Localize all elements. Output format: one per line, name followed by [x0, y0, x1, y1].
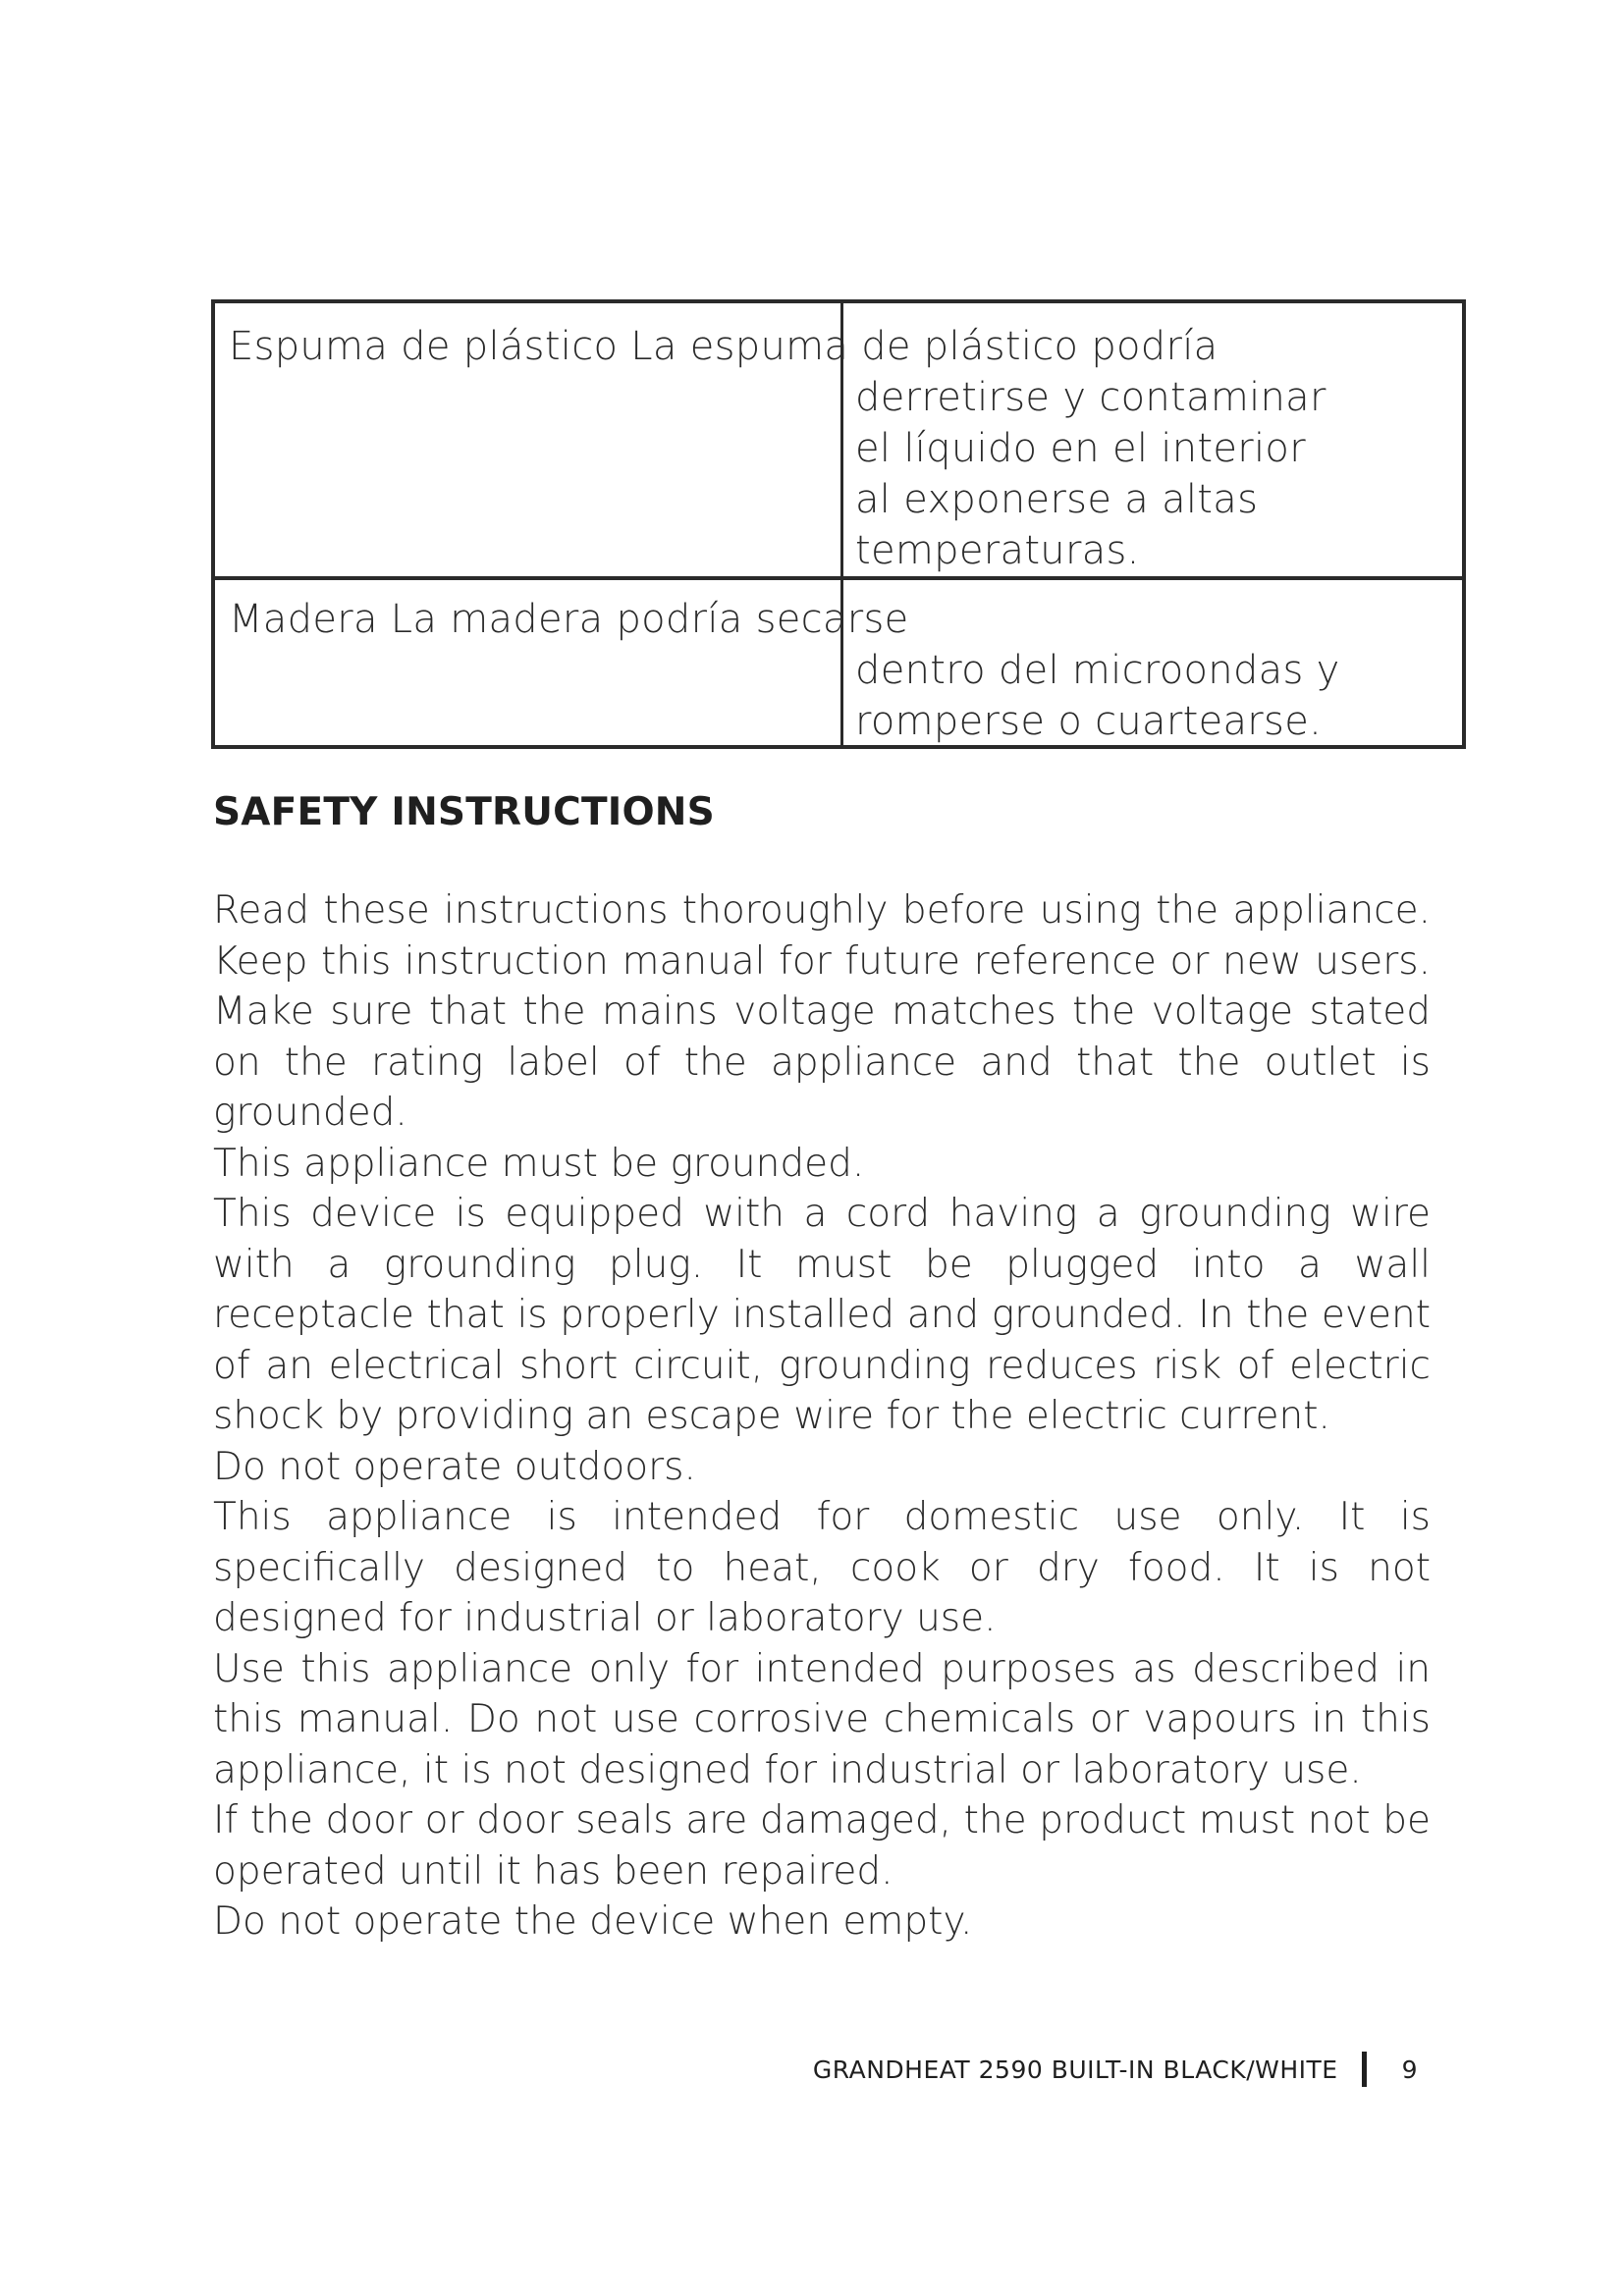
table-row	[215, 576, 1462, 751]
footer-separator	[1362, 2052, 1367, 2087]
paragraph: This device is equipped with a cord having a grounding wire with a grounding plug. It must be plugged into a wall receptacle that is properly installed and grounded. In the event of an electrical short circuit, grounding reduces risk of electric shock by providing an escape wire for the electric current.	[213, 1192, 1431, 1438]
paragraph: Read these instructions thoroughly before using the appliance. Keep this instruction manual for future reference or new users. Make sure that the mains voltage matches the voltage stated on the rating label of the appliance and that the outlet is grounded.	[213, 888, 1431, 1135]
paragraph: This appliance must be grounded.	[213, 1141, 865, 1186]
page-number: 9	[1401, 2055, 1418, 2084]
row-continuation-line: el líquido en el interior	[855, 426, 1306, 471]
row-text: Madera La madera podría secarse	[229, 597, 909, 642]
safety-instructions-body	[213, 885, 1431, 1948]
paragraph: This appliance is intended for domestic use only. It is specifically designed to heat, cook or dry food. It is not designed for industrial or laboratory use.	[213, 1495, 1431, 1640]
section-title: SAFETY INSTRUCTIONS	[213, 790, 715, 834]
row-continuation-line: derretirse y contaminar	[855, 375, 1326, 420]
row-continuation-line: temperaturas.	[855, 528, 1140, 573]
footer-product-name: GRANDHEAT 2590 BUILT-IN BLACK/WHITE	[812, 2055, 1338, 2084]
paragraph: Do not operate the device when empty.	[213, 1899, 973, 1944]
paragraph: Use this appliance only for intended purposes as described in this manual. Do not use corrosive chemicals or vapours in this appliance, it is not designed for industrial or laboratory use.	[213, 1646, 1431, 1792]
paragraph: Do not operate outdoors.	[213, 1444, 696, 1489]
row-continuation-line: al exponerse a altas	[855, 477, 1259, 522]
table-row	[215, 303, 1462, 576]
row-text: Espuma de plástico La espuma de plástico podría	[229, 324, 1218, 369]
materials-table	[211, 299, 1466, 749]
row-continuation-line: romperse o cuartearse.	[855, 699, 1323, 744]
page-footer	[813, 2052, 1418, 2087]
paragraph: If the door or door seals are damaged, the product must not be operated until it has been repaired.	[213, 1798, 1431, 1894]
row-continuation-line: dentro del microondas y	[855, 648, 1340, 693]
